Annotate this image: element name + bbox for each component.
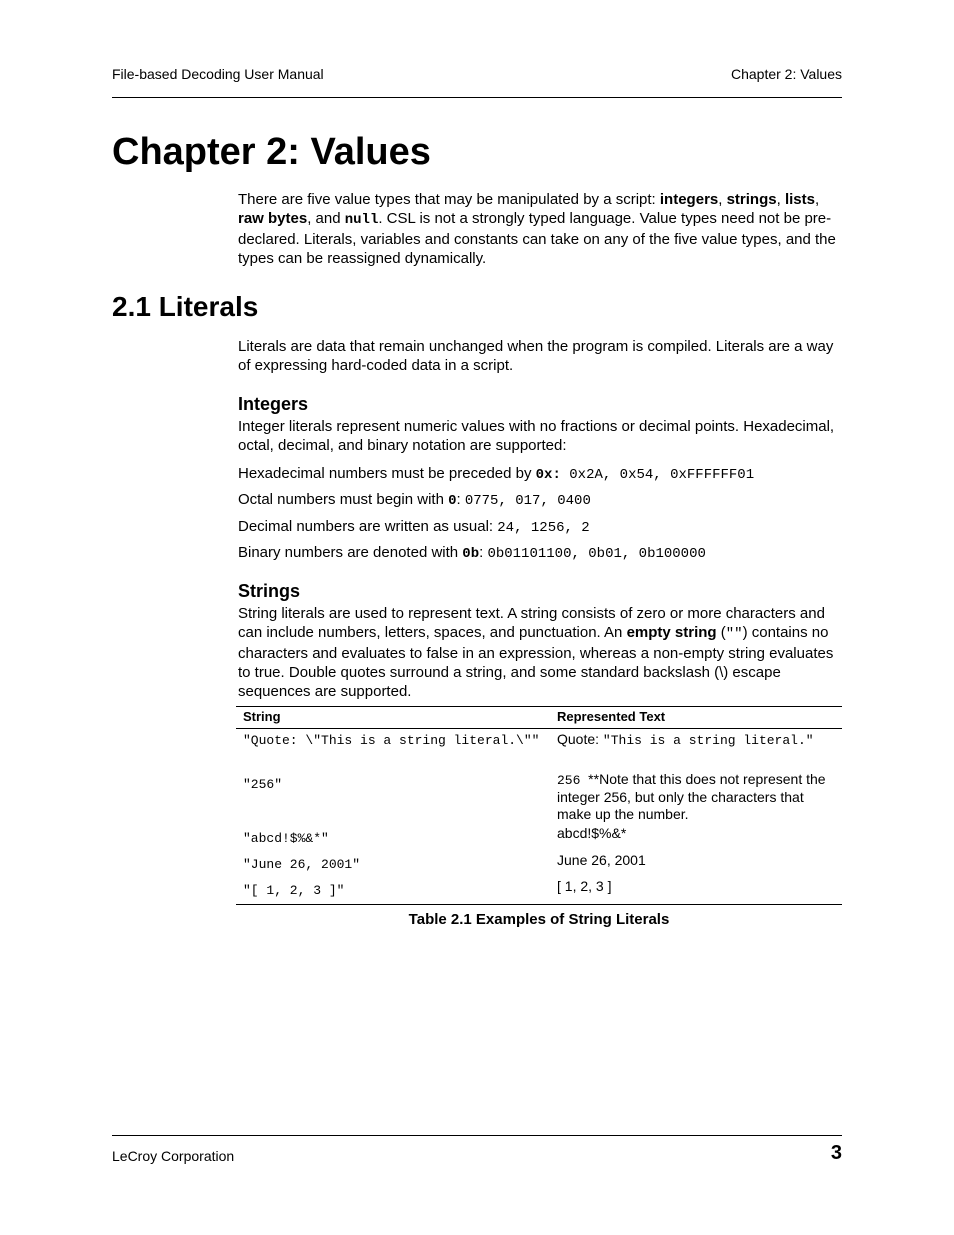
- hex-prefix: 0x:: [535, 467, 561, 483]
- binary-text: Binary numbers are denoted with: [238, 544, 463, 561]
- type-strings: strings: [726, 191, 777, 208]
- type-null: null: [344, 212, 379, 228]
- table-top-rule: [236, 706, 842, 707]
- table-header-represented-text: Represented Text: [557, 709, 666, 724]
- intro-sep-3: ,: [814, 191, 820, 208]
- type-raw-bytes: raw bytes: [238, 210, 308, 227]
- row-1-prefix: Quote:: [557, 731, 603, 747]
- binary-prefix: 0b: [462, 546, 480, 562]
- binary-examples: 0b01101100, 0b01, 0b100000: [487, 546, 706, 562]
- header-manual-title: File-based Decoding User Manual: [112, 66, 324, 82]
- strings-heading: Strings: [238, 581, 301, 601]
- integers-paragraph: Integer literals represent numeric values with no fractions or decimal points. Hexadecimal, octal, decimal, and binary notation are supported:: [238, 418, 835, 454]
- table-header-string: String: [243, 709, 281, 724]
- empty-string-code: "": [725, 626, 743, 642]
- hex-examples: 0x2A, 0x54, 0xFFFFFF01: [560, 467, 755, 483]
- table-row-3-represented: abcd!$%&*: [557, 825, 627, 841]
- strings-paragraph: [238, 604, 842, 701]
- octal-prefix: 0: [448, 493, 457, 509]
- decimal-line: [238, 517, 590, 538]
- chapter-title: Chapter 2: Values: [112, 131, 431, 173]
- table-row-4-string: "June 26, 2001": [243, 857, 361, 872]
- strings-text-3: ) contains no characters and evaluates to false in an expression, whereas a non-empty string evaluates to true. Double quotes surround a string, and some standard backslash (\) escape sequences are supported.: [238, 624, 834, 700]
- intro-text-2: . CSL is not a strongly typed language. Value types need not be pre-declared. Literals, variables and constants can take on any of the five value types, and the types can be reassigned dynamically.: [238, 210, 836, 267]
- row-2-code: 256: [557, 773, 581, 788]
- empty-string-term: empty string: [626, 624, 717, 641]
- strings-text-2: (: [716, 624, 726, 641]
- table-row-3-string: "abcd!$%&*": [243, 831, 329, 846]
- table-row-2-string: "256": [243, 777, 283, 792]
- binary-sep: :: [479, 544, 488, 561]
- page-number: 3: [830, 1142, 842, 1164]
- decimal-examples: 24, 1256, 2: [497, 520, 590, 536]
- footer-rule: [112, 1135, 842, 1136]
- binary-line: [238, 543, 706, 564]
- intro-paragraph: [238, 190, 842, 268]
- table-row-5-string: "[ 1, 2, 3 ]": [243, 883, 345, 898]
- table-row-5-represented: [ 1, 2, 3 ]: [557, 878, 612, 894]
- row-2-note: **Note that this does not represent the integer 256, but only the characters that make up the number.: [557, 771, 830, 822]
- intro-sep-2: ,: [776, 191, 785, 208]
- header-rule: [112, 97, 842, 98]
- table-bottom-rule: [236, 904, 842, 905]
- header-chapter-title: Chapter 2: Values: [730, 66, 842, 82]
- integers-heading: Integers: [238, 394, 309, 414]
- intro-sep-1: ,: [718, 191, 727, 208]
- literals-paragraph: Literals are data that remain unchanged when the program is compiled. Literals are a way of expressing hard-coded data in a script.: [238, 338, 834, 374]
- intro-sep-4: , and: [307, 210, 345, 227]
- table-caption: Table 2.1 Examples of String Literals: [408, 911, 670, 928]
- table-row-1-represented: [557, 731, 837, 749]
- strings-text-1: String literals are used to represent text. A string consists of zero or more characters and can include numbers, letters, spaces, and punctuation. An: [238, 605, 825, 641]
- octal-line: [238, 490, 591, 511]
- section-literals-title: 2.1 Literals: [112, 291, 259, 322]
- table-header-rule: [236, 728, 842, 729]
- octal-text: Octal numbers must begin with: [238, 491, 449, 508]
- table-row-4-represented: June 26, 2001: [557, 852, 646, 868]
- octal-examples: 0775, 017, 0400: [464, 493, 591, 509]
- decimal-text: Decimal numbers are written as usual:: [238, 518, 498, 535]
- intro-text-1: There are five value types that may be manipulated by a script:: [238, 191, 660, 208]
- type-lists: lists: [784, 191, 815, 208]
- octal-sep: :: [456, 491, 465, 508]
- footer-company: LeCroy Corporation: [112, 1148, 235, 1164]
- table-row-1-string: "Quote: \"This is a string literal.\"": [243, 733, 540, 748]
- hex-line: [238, 464, 754, 485]
- table-row-2-represented: [557, 771, 837, 823]
- row-1-code: "This is a string literal.": [602, 733, 814, 748]
- type-integers: integers: [659, 191, 719, 208]
- hex-text: Hexadecimal numbers must be preceded by: [238, 465, 536, 482]
